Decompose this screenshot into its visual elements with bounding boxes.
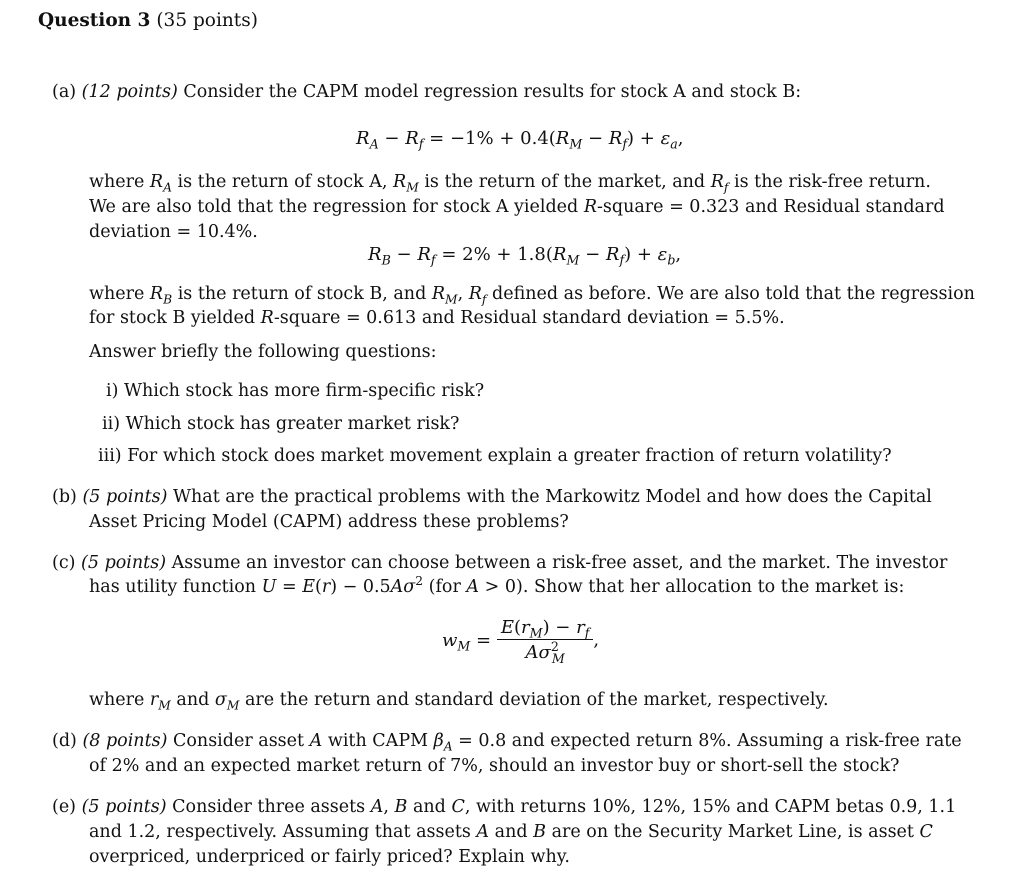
list-item: ii) Which stock has greater market risk? [102,414,460,434]
allocation-formula: $w_M$ = $\frac{E(r_M) - r_f}{A\sigma^2_M}$ , [442,617,600,666]
part-a-para1-line1: where $R_A$ is the return of stock A, $R_M$ is the return of the market, and $R_f$ is the risk-free return. [89,172,931,195]
eq-a-rhs: = $-1\% + 0.4(R_M - R_f) + \varepsilon_a$, [429,128,684,152]
part-a-para2-line2: for stock B yielded R-square = 0.613 and Residual standard deviation = 5.5%. [89,308,785,328]
part-c-points: (5 points) [81,553,167,573]
question-heading [38,10,258,31]
part-a-points: (12 points) [81,82,178,102]
answer-prompt: Answer briefly the following questions: [89,342,437,362]
part-b-line1: (b) (5 points) What are the practical problems with the Markowitz Model and how does the Capital [52,487,932,507]
part-d-line1: (d) (8 points) Consider asset A with CAPM $\beta_A = 0.8$ and expected return 8%. Assuming a risk-free rate [52,731,962,754]
part-e-label: (e) [52,797,77,817]
eq-b-lhs: $R_B - R_f$ [368,244,436,268]
part-d-line2: of 2% and an expected market return of 7%, should an investor buy or short-sell the stock? [89,756,900,776]
part-c-label: (c) [52,553,76,573]
part-e-points: (5 points) [81,797,167,817]
part-b-line2: Asset Pricing Model (CAPM) address these problems? [89,512,569,532]
part-a-intro-text: Consider the CAPM model regression results for stock A and stock B: [183,82,802,102]
part-d-points: (8 points) [82,731,168,751]
formula-denominator: $A\sigma^2_M$ [525,639,565,666]
part-b-points: (5 points) [82,487,168,507]
part-a-label: (a) [52,82,77,102]
part-b-label: (b) [52,487,77,507]
part-e-line3: overpriced, underpriced or fairly priced? Explain why. [89,847,570,867]
part-c-line3: where $r_M$ and $\sigma_M$ are the return and standard deviation of the market, respectively. [89,690,829,713]
equation-stock-b [368,244,682,268]
list-item: iii) For which stock does market movement explain a greater fraction of return volatility? [98,446,892,466]
question-title: Question 3 [38,10,151,31]
part-a-intro [52,80,801,104]
part-c-line2: has utility function $U = E(r) - 0.5A\sigma^2$ (for A > 0). Show that her allocation to the market is: [89,574,905,597]
eq-a-lhs: $R_A - R_f$ [356,128,424,152]
equation-stock-a [356,128,684,152]
eq-b-rhs: = $2\% + 1.8(R_M - R_f) + \varepsilon_b$, [441,244,682,268]
list-item: i) Which stock has more firm-specific risk? [106,381,485,401]
part-e-line2: and 1.2, respectively. Assuming that assets A and B are on the Security Market Line, is asset C [89,822,933,842]
part-d-label: (d) [52,731,77,751]
part-a-para2-line1: where $R_B$ is the return of stock B, and $R_M$, $R_f$ defined as before. We are also told that the regression [89,284,975,307]
part-e-line1: (e) (5 points) Consider three assets A, B and C, with returns 10%, 12%, 15% and CAPM betas 0.9, 1.1 [52,797,957,817]
part-a-para1-line2: We are also told that the regression for stock A yielded R-square = 0.323 and Residual standard [89,197,945,217]
formula-numerator: $E(r_M) - r_f$ [497,617,594,640]
question-points: (35 points) [156,10,258,31]
formula-fraction [497,617,594,666]
part-c-line1: (c) (5 points) Assume an investor can choose between a risk-free asset, and the market. The investor [52,553,948,573]
part-a-para1-line3: deviation = 10.4%. [89,222,258,242]
